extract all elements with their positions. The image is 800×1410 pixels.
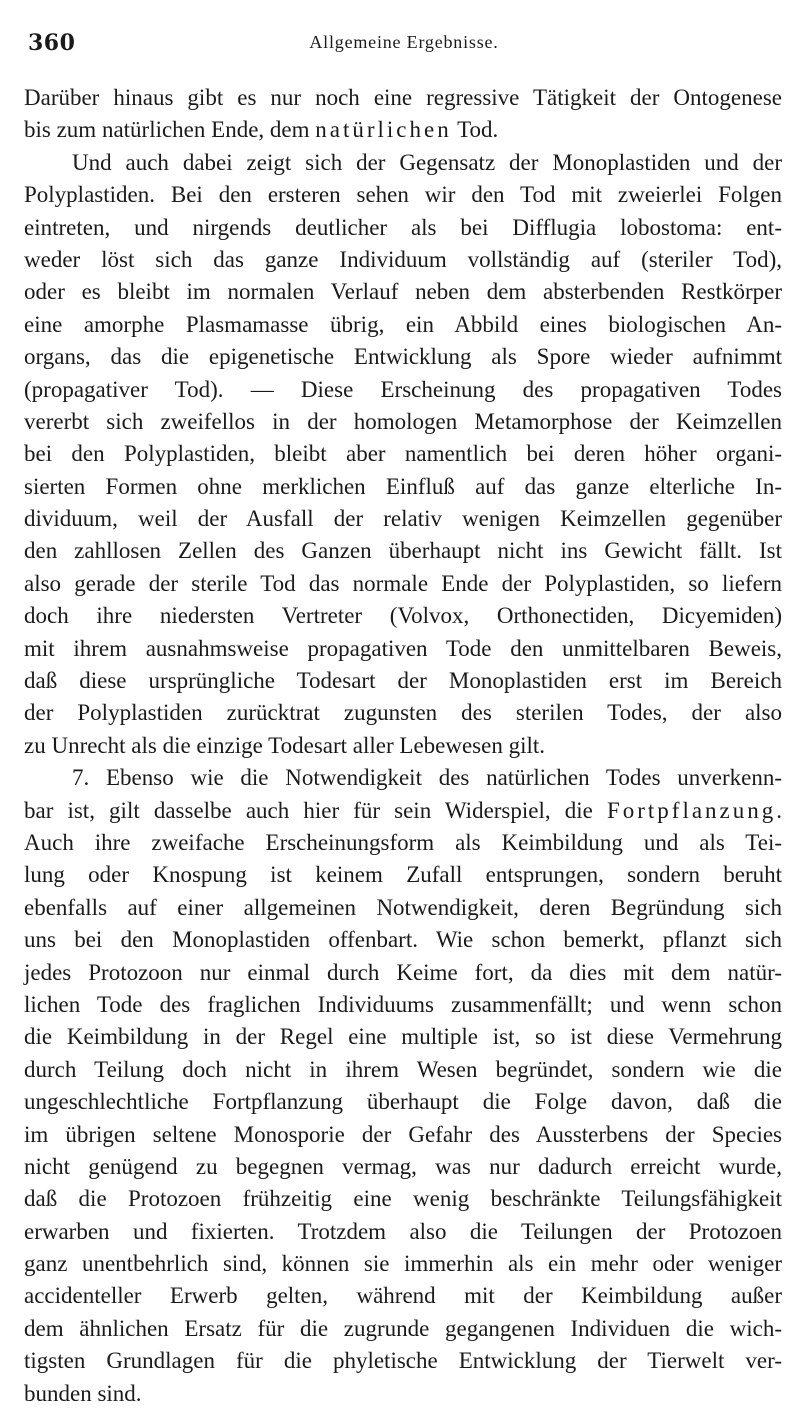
text-line: nicht genügend zu begegnen vermag, was nur dadurch erreicht wurde, [24, 1153, 782, 1179]
text-line: eintreten, und nirgends deutlicher als bei Difflugia lobostoma: ent- [24, 214, 782, 240]
text-line: erwarben und fixierten. Trotzdem also die Teilungen der Protozoen [24, 1218, 782, 1244]
text-line [24, 114, 782, 146]
text-line: bei den Polyplastiden, bleibt aber namentlich bei deren höher organi- [24, 441, 782, 467]
text-line: dem ähnlichen Ersatz für die zugrunde gegangenen Individuen die wich- [24, 1315, 782, 1341]
emphasized-term: natürlichen [315, 117, 452, 143]
text-line: lung oder Knospung ist keinem Zufall entsprungen, sondern beruht [24, 862, 782, 888]
text-line: oder es bleibt im normalen Verlauf neben dem absterbenden Restkörper [24, 279, 782, 305]
text-segment: bar ist, gilt dasselbe auch hier für sein Widerspiel, die [24, 797, 607, 823]
text-line: der Polyplastiden zurücktrat zugunsten des sterilen Todes, der also [24, 700, 782, 726]
text-line: im übrigen seltene Monosporie der Gefahr des Aussterbens der Species [24, 1121, 782, 1147]
text-line: vererbt sich zweifellos in der homologen Metamorphose der Keimzellen [24, 408, 782, 434]
text-line: doch ihre niedersten Vertreter (Volvox, Orthonectiden, Dicyemiden) [24, 603, 782, 629]
text-line: die Keimbildung in der Regel eine multiple ist, so ist diese Vermehrung [24, 1024, 782, 1050]
text-line: tigsten Grundlagen für die phyletische Entwicklung der Tierwelt ver- [24, 1348, 782, 1374]
text-line: (propagativer Tod). — Diese Erscheinung des propagativen Todes [24, 376, 782, 402]
text-line: 7. Ebenso wie die Notwendigkeit des natürlichen Todes unverkenn- [72, 765, 782, 791]
text-line: den zahllosen Zellen des Ganzen überhaupt nicht ins Gewicht fällt. Ist [24, 538, 782, 564]
text-segment: bis zum natürlichen Ende, dem [24, 117, 316, 143]
text-line: zu Unrecht als die einzige Todesart aller Lebewesen gilt. [24, 732, 546, 758]
running-head: Allgemeine Ergebnisse. [309, 32, 499, 52]
text-line: organs, das die epigenetische Entwicklung als Spore wieder aufnimmt [24, 344, 782, 370]
text-line: Auch ihre zweifache Erscheinungsform als Keimbildung und als Tei- [24, 829, 782, 855]
text-line: also gerade der sterile Tod das normale Ende der Polyplastiden, so liefern [24, 570, 782, 596]
page-number: 360 [28, 30, 76, 56]
body-text [24, 82, 782, 1410]
text-line: jedes Protozoon nur einmal durch Keime fort, da dies mit dem natür- [24, 959, 782, 985]
text-line: accidenteller Erwerb gelten, während mit der Keimbildung außer [24, 1283, 782, 1309]
text-line [24, 795, 782, 827]
text-line: dividuum, weil der Ausfall der relativ wenigen Keimzellen gegenüber [24, 506, 782, 532]
text-line: lichen Tode des fraglichen Individuums zusammenfällt; und wenn schon [24, 991, 782, 1017]
text-line: weder löst sich das ganze Individuum vollständig auf (steriler Tod), [24, 246, 782, 272]
emphasized-term: Fortpflanzung [606, 797, 777, 823]
text-line: ganz unentbehrlich sind, können sie immerhin als ein mehr oder weniger [24, 1251, 782, 1277]
text-line: eine amorphe Plasmamasse übrig, ein Abbild eines biologischen An- [24, 311, 782, 337]
text-line: sierten Formen ohne merklichen Einfluß auf das ganze elterliche In- [24, 473, 782, 499]
text-segment: Tod. [451, 117, 499, 143]
text-line: daß diese ursprüngliche Todesart der Monoplastiden erst im Bereich [24, 668, 782, 694]
page-header [28, 24, 780, 64]
text-line: ungeschlechtliche Fortpflanzung überhaupt die Folge davon, daß die [24, 1089, 782, 1115]
text-line: uns bei den Monoplastiden offenbart. Wie schon bemerkt, pflanzt sich [24, 927, 782, 953]
text-line: Und auch dabei zeigt sich der Gegensatz der Monoplastiden und der [72, 149, 782, 175]
text-segment: . [776, 797, 782, 823]
text-line: bunden sind. [24, 1380, 142, 1406]
text-line: durch Teilung doch nicht in ihrem Wesen begründet, sondern wie die [24, 1056, 782, 1082]
text-line: Polyplastiden. Bei den ersteren sehen wir den Tod mit zweierlei Folgen [24, 182, 782, 208]
text-line: daß die Protozoen frühzeitig eine wenig beschränkte Teilungsfähigkeit [24, 1186, 782, 1212]
text-line: ebenfalls auf einer allgemeinen Notwendigkeit, deren Begründung sich [24, 894, 782, 920]
text-line: mit ihrem ausnahmsweise propagativen Tode den unmittelbaren Beweis, [24, 635, 782, 661]
text-line: Darüber hinaus gibt es nur noch eine regressive Tätigkeit der Ontogenese [24, 85, 782, 110]
